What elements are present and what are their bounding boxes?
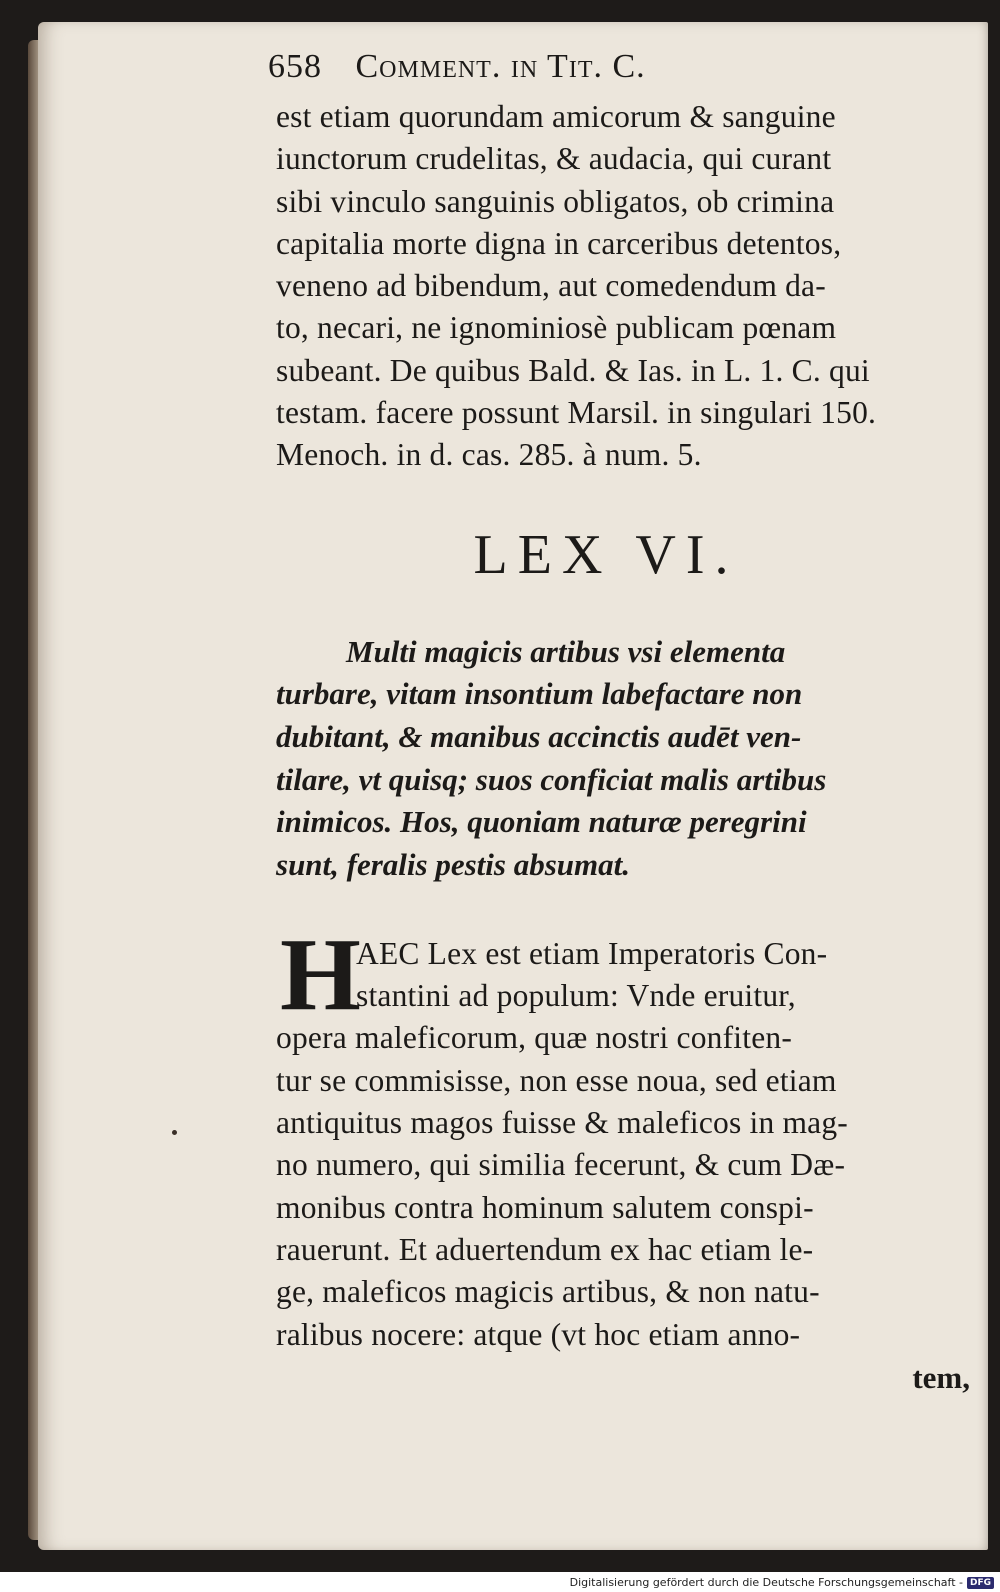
text-line: dubitant, & manibus accinctis audēt ven-	[276, 719, 802, 755]
text-line: sunt, feralis pestis absumat.	[276, 847, 630, 883]
text-line: tilare, vt quisq; suos conficiat malis artibus	[276, 761, 827, 797]
running-title: Comment. in Tit. C.	[355, 48, 646, 85]
commentary	[276, 916, 976, 1396]
section-heading: LEX VI.	[473, 523, 739, 586]
text-line: est etiam quorundam amicorum & sanguine	[276, 99, 836, 134]
text-line: no numero, qui similia fecerunt, & cum Dæ-	[276, 1147, 846, 1183]
page-number: 658	[268, 48, 322, 85]
text-line: turbare, vitam insontium labefactare non	[276, 676, 803, 712]
page-content	[268, 48, 976, 1396]
top-paragraph	[276, 96, 976, 477]
drop-cap: H	[280, 916, 361, 1032]
text-line: testam. facere possunt Marsil. in singulari 150.	[276, 395, 877, 431]
text-line: Menoch. in d. cas. 285. à num. 5.	[276, 437, 702, 473]
text-line: tur se commisisse, non esse noua, sed etiam	[276, 1062, 837, 1098]
text-line: subeant. De quibus Bald. & Ias. in L. 1. C. qui	[276, 352, 870, 388]
running-head	[268, 48, 976, 96]
footer-text: Digitalisierung gefördert durch die Deutsche Forschungsgemeinschaft -	[569, 1576, 963, 1589]
text-line: antiquitus magos fuisse & maleficos in mag-	[276, 1105, 849, 1141]
text-line: inimicos. Hos, quoniam naturæ peregrini	[276, 804, 807, 840]
text-line: rauerunt. Et aduertendum ex hac etiam le-	[276, 1231, 814, 1267]
lex-text	[276, 631, 976, 887]
footer	[570, 1576, 994, 1589]
text-line: to, necari, ne ignominiosè publicam pœnam	[276, 310, 837, 346]
dfg-logo: DFG	[967, 1577, 994, 1589]
text-line: ralibus nocere: atque (vt hoc etiam anno-	[276, 1316, 801, 1352]
text-line: AEC Lex est etiam Imperatoris Con-	[356, 935, 828, 971]
text-line: opera maleficorum, quæ nostri confiten-	[276, 1020, 793, 1056]
text-line: ge, maleficos magicis artibus, & non natu-	[276, 1274, 820, 1310]
text-line: iunctorum crudelitas, & audacia, qui curant	[276, 141, 832, 177]
catchword: tem,	[912, 1359, 970, 1395]
text-line: Multi magicis artibus vsi elementa	[346, 633, 786, 669]
text-line: stantini ad populum: Vnde eruitur,	[356, 978, 796, 1014]
ink-speck	[172, 1130, 177, 1135]
text-line: sibi vinculo sanguinis obligatos, ob crimina	[276, 183, 835, 219]
text-line: capitalia morte digna in carceribus detentos,	[276, 225, 842, 261]
text-line: monibus contra hominum salutem conspi-	[276, 1189, 814, 1225]
text-line: veneno ad bibendum, aut comedendum da-	[276, 268, 826, 304]
